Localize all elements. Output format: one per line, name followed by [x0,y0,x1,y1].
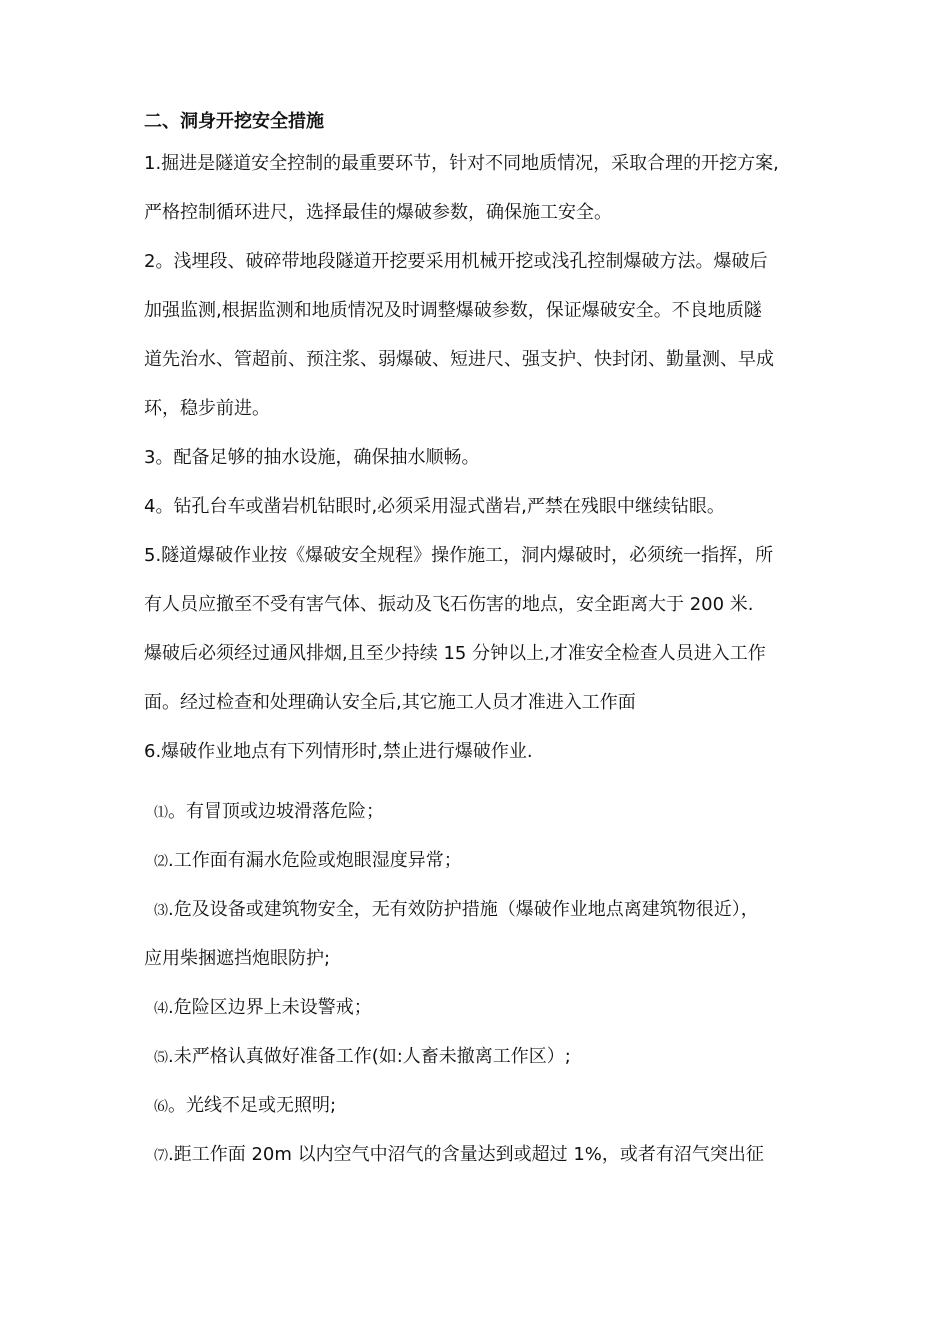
paragraph-line: 道先治水、管超前、预注浆、弱爆破、短进尺、强支护、快封闭、勤量测、早成 [144,349,774,370]
paragraph-line: 5.隧道爆破作业按《爆破安全规程》操作施工，洞内爆破时，必须统一指挥，所 [144,545,774,566]
list-item-number: ⑷ [154,1001,168,1017]
paragraph-line: 环，稳步前进。 [144,398,270,419]
list-item-text: .距工作面 20m 以内空气中沼气的含量达到或超过 1%，或者有沼气突出征 [168,1144,764,1165]
list-item-text: .未严格认真做好准备工作(如:人畜未撤离工作区）; [168,1046,571,1067]
list-item-number: ⑶ [154,903,168,919]
list-item-text: .危险区边界上未设警戒； [168,997,372,1018]
list-item-number: ⑴ [154,805,168,821]
list-item [154,1094,834,1119]
paragraph-line: 3。配备足够的抽水设施，确保抽水顺畅。 [144,447,480,468]
list-item-text: 应用柴捆遮挡炮眼防护; [144,948,331,969]
list-item-number: ⑺ [154,1148,168,1164]
list-item [154,1143,834,1168]
list-item [154,1045,834,1070]
section-heading: 二、洞身开挖安全措施 [144,111,324,132]
paragraph-line: 1.掘进是隧道安全控制的最重要环节，针对不同地质情况，采取合理的开挖方案, [144,153,779,174]
list-item-continuation [144,947,824,971]
paragraph-line: 爆破后必须经过通风排烟,且至少持续 15 分钟以上,才准安全检查人员进入工作 [144,643,766,664]
paragraph-line: 面。经过检查和处理确认安全后,其它施工人员才准进入工作面 [144,692,636,713]
list-item [154,898,834,923]
list-item-text: 。有冒顶或边坡滑落危险； [168,801,384,822]
paragraph-line: 加强监测,根据监测和地质情况及时调整爆破参数，保证爆破安全。不良地质隧 [144,300,762,321]
list-item [154,849,834,874]
list-item-number: ⑹ [154,1099,168,1115]
list-item [154,800,834,825]
list-item-text: .危及设备或建筑物安全，无有效防护措施（爆破作业地点离建筑物很近）， [168,899,759,920]
paragraph-line: 有人员应撤至不受有害气体、振动及飞石伤害的地点，安全距离大于 200 米. [144,594,754,615]
paragraph-line: 6.爆破作业地点有下列情形时,禁止进行爆破作业. [144,741,533,762]
paragraph-line: 严格控制循环进尺，选择最佳的爆破参数，确保施工安全。 [144,202,612,223]
paragraph-line: 4。钻孔台车或凿岩机钻眼时,必须采用湿式凿岩,严禁在残眼中继续钻眼。 [144,496,725,517]
paragraph-line: 2。浅埋段、破碎带地段隧道开挖要采用机械开挖或浅孔控制爆破方法。爆破后 [144,251,768,272]
list-item-text: 。光线不足或无照明; [168,1095,337,1116]
list-item-number: ⑸ [154,1050,168,1066]
list-item-text: .工作面有漏水危险或炮眼湿度异常； [168,850,462,871]
list-item [154,996,834,1021]
list-item-number: ⑵ [154,854,168,870]
